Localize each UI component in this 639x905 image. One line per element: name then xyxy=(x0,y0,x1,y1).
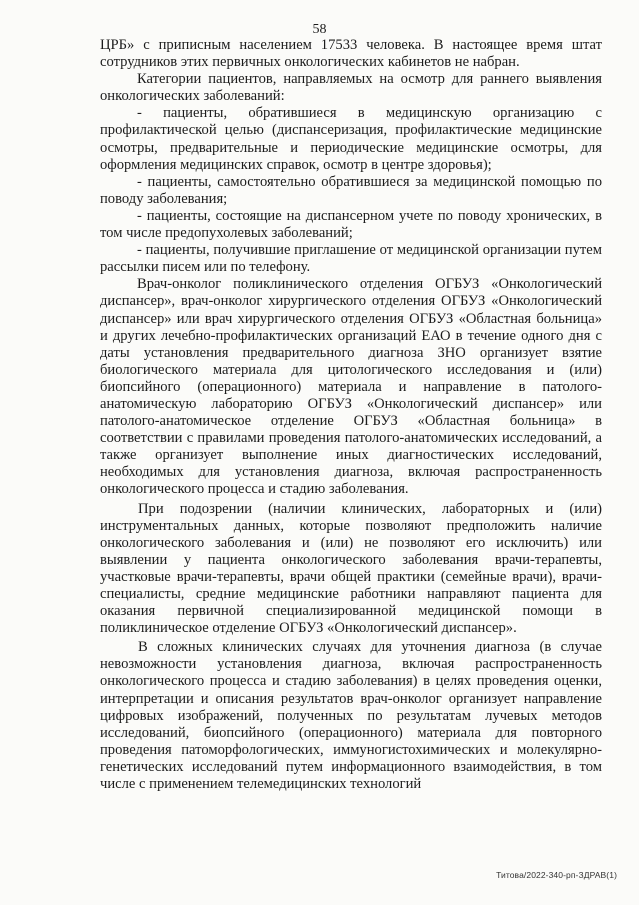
list-item-dispensary: - пациенты, состоящие на диспансерном учете по поводу хронических, в том числе предопухолевых заболеваний; xyxy=(100,207,602,242)
paragraph-patient-categories: Категории пациентов, направляемых на осмотр для раннего выявления онкологических заболеваний: xyxy=(100,71,602,105)
paragraph-oncologist-biopsy: Врач-онколог поликлинического отделения ОГБУЗ «Онкологический диспансер», врач-онколог хирургического отделения ОГБУЗ «Онкологический диспансер» или врач хирургического отделения ОГБУЗ «Областная больница» и других лечебно-профилактических организаций ЕАО в течение одного дня с даты установления предварительного диагноза ЗНО организует взятие биологического материала для цитологического исследования и (или) биопсийного (операционного) материала и направление в патолого-анатомическую лабораторию ОГБУЗ «Онкологический диспансер» или патолого-анатомическое отделение ОГБУЗ «Областная больница» в соответствии с правилами проведения патолого-анатомических исследований, а также организует выполнение иных диагностических исследований, необходимых для установления диагноза, включая распространенность онкологического процесса и стадию заболевания. xyxy=(100,276,602,498)
paragraph-continuation: ЦРБ» с приписным населением 17533 человека. В настоящее время штат сотрудников этих первичных онкологических кабинетов не набран. xyxy=(100,37,602,71)
list-item-invited: - пациенты, получившие приглашение от медицинской организации путем рассылки писем или по телефону. xyxy=(100,242,602,276)
list-item-self-referred: - пациенты, самостоятельно обратившиеся за медицинской помощью по поводу заболевания; xyxy=(100,173,602,207)
document-body xyxy=(100,37,602,793)
paragraph-suspicion-referral: При подозрении (наличии клинических, лабораторных и (или) инструментальных данных, которые позволяют предположить наличие онкологического заболевания и (или) не позволяют его исключить) или выявлении у пациента онкологического заболевания врачи-терапевты, участковые врачи-терапевты, врачи общей практики (семейные врачи), врачи-специалисты, средние медицинские работники направляют пациента для оказания первичной специализированной медицинской помощи в поликлиническое отделение ОГБУЗ «Онкологический диспансер». xyxy=(100,500,602,637)
footer-document-code: Титова/2022-340-рп-ЗДРАВ(1) xyxy=(496,870,617,880)
list-item-preventive: - пациенты, обратившиеся в медицинскую организацию с профилактической целью (диспансеризация, профилактические медицинские осмотры, предварительные и периодические медицинские осмотры, для оформления медицинских справок, осмотр в центре здоровья); xyxy=(100,105,602,173)
page-number: 58 xyxy=(312,22,327,37)
paragraph-complex-cases: В сложных клинических случаях для уточнения диагноза (в случае невозможности установления диагноза, включая распространенность онкологического процесса и стадию заболевания) в целях проведения оценки, интерпретации и описания результатов врач-онколог организует направление цифровых изображений, полученных по результатам лучевых методов исследований, биопсийного (операционного) материала для повторного проведения патоморфологических, иммуногистохимических и молекулярно-генетических исследований путем информационного взаимодействия, в том числе с применением телемедицинских технологий xyxy=(100,639,602,793)
